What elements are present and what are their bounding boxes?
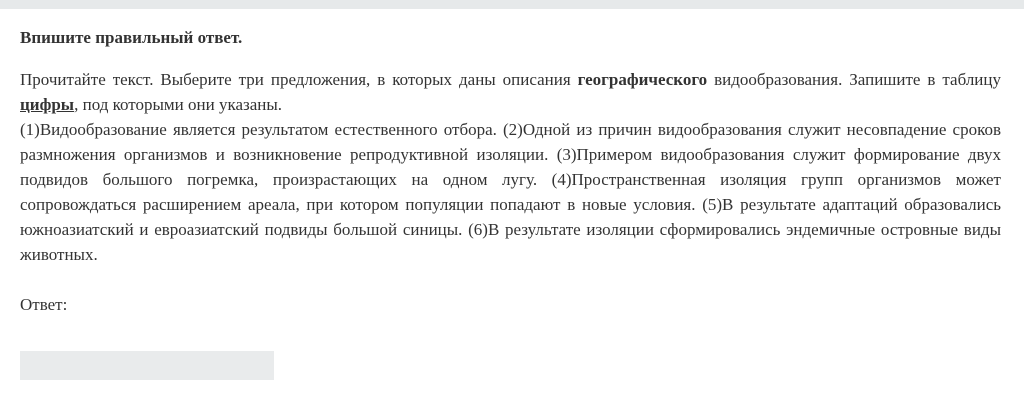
answer-input[interactable] (20, 351, 274, 380)
question-text (20, 67, 1001, 267)
prompt-part-2: видообразования. Запишите в таблицу (707, 70, 1001, 89)
prompt-part-3: , под которыми они указаны. (74, 95, 283, 114)
answer-label: Ответ: (20, 295, 68, 314)
question-instruction: Впишите правильный ответ. (20, 28, 243, 47)
question-block (20, 28, 1001, 315)
task-prompt (20, 67, 1001, 117)
prompt-underlined-term: цифры (20, 95, 75, 114)
top-bar (0, 0, 1024, 9)
prompt-bold-term: географического (577, 70, 708, 89)
passage-text: (1)Видообразование является результатом естественного отбора. (2)Одной из причин видообразования служит несовпадение сроков размножения организмов и возникновение репродуктивной изоляции. (3)Примером видообразования служит формирование двух подвидов большого погремка, произрастающих на одном лугу. (4)Пространственная изоляция групп организмов может сопровождаться расширением ареала, при котором популяции попадают в новые условия. (5)В результате адаптаций образовались южноазиатский и евроазиатский подвиды большой синицы. (6)В результате изоляции сформировались эндемичные островные виды животных. (20, 120, 1001, 264)
prompt-part-1: Прочитайте текст. Выберите три предложения, в которых даны описания (20, 70, 578, 89)
